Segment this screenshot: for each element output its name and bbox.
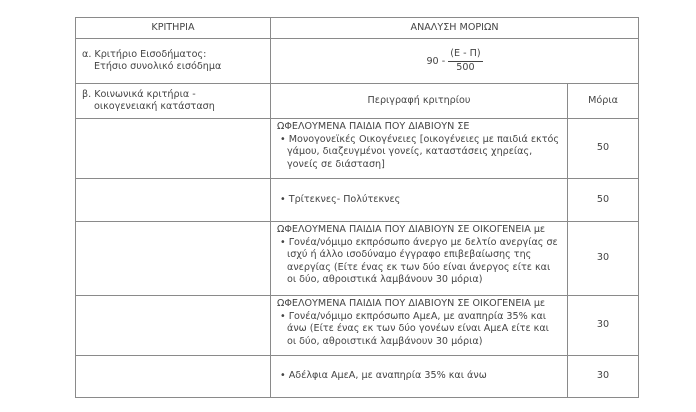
- table-row: [76, 222, 639, 296]
- criteria-table: [75, 17, 639, 398]
- row-bullet: • Τρίτεκνες- Πολύτεκνες: [280, 193, 401, 205]
- row-heading: ΩΦΕΛΟΥΜΕΝΑ ΠΑΙΔΙΑ ΠΟΥ ΔΙΑΒΙΟΥΝ ΣΕ: [277, 121, 470, 132]
- row-bullet: • Μονογονεϊκές Οικογένειες [οικογένειες με παιδιά εκτός γάμου, διαζευγμένοι γονείς, καταστάσεις χηρείας, γονείς σε διάσταση]: [280, 133, 559, 170]
- social-row: [76, 84, 639, 119]
- description-header: Περιγραφή κριτηρίου: [271, 84, 568, 119]
- row-bullet: • Αδέλφια ΑμεΑ, με αναπηρία 35% και άνω: [280, 370, 487, 382]
- table-row: [76, 119, 639, 179]
- row-points: 30: [568, 296, 639, 356]
- row-points: 50: [568, 179, 639, 222]
- header-row: [76, 18, 639, 39]
- income-sublabel: Ετήσιο συνολικό εισόδημα: [94, 61, 222, 72]
- income-formula: [271, 39, 639, 84]
- table-row: [76, 356, 639, 398]
- row-bullet: • Γονέα/νόμιμο εκπρόσωπο άνεργο με δελτίο ανεργίας σε ισχύ ή άλλο ισοδύναμο έγγραφο επιβεβαίωσης της ανεργίας (Είτε ένας εκ των δύο είναι άνεργος είτε και οι δύο, αθροιστικά λαμβάνουν 30 μόρια): [280, 236, 558, 285]
- table-row: [76, 296, 639, 356]
- social-sublabel: οικογενειακή κατάσταση: [94, 101, 215, 112]
- formula-numerator: (Ε - Π): [448, 48, 482, 62]
- row-points: 30: [568, 356, 639, 398]
- points-header: Μόρια: [568, 84, 639, 119]
- row-bullet: • Γονέα/νόμιμο εκπρόσωπο ΑμεΑ, με αναπηρία 35% και άνω (Είτε ένας εκ των δύο γονέων είναι ΑμεΑ είτε και οι δύο, αθροιστικά λαμβάνουν 30 μόρια): [280, 310, 549, 347]
- income-row: [76, 39, 639, 84]
- analysis-header: ΑΝΑΛΥΣΗ ΜΟΡΙΩΝ: [271, 18, 639, 39]
- criteria-header: ΚΡΙΤΗΡΙΑ: [76, 18, 271, 39]
- row-heading: ΩΦΕΛΟΥΜΕΝΑ ΠΑΙΔΙΑ ΠΟΥ ΔΙΑΒΙΟΥΝ ΣΕ ΟΙΚΟΓΕΝΕΙΑ με: [277, 298, 546, 309]
- social-label: β. Κοινωνικά κριτήρια -: [82, 88, 196, 100]
- row-points: 50: [568, 119, 639, 179]
- income-label: α. Κριτήριο Εισοδήματος:: [82, 48, 207, 60]
- formula-prefix: 90 -: [426, 56, 446, 67]
- table-row: [76, 179, 639, 222]
- row-points: 30: [568, 222, 639, 296]
- formula-denominator: 500: [456, 61, 475, 73]
- row-heading: ΩΦΕΛΟΥΜΕΝΑ ΠΑΙΔΙΑ ΠΟΥ ΔΙΑΒΙΟΥΝ ΣΕ ΟΙΚΟΓΕΝΕΙΑ με: [277, 224, 546, 235]
